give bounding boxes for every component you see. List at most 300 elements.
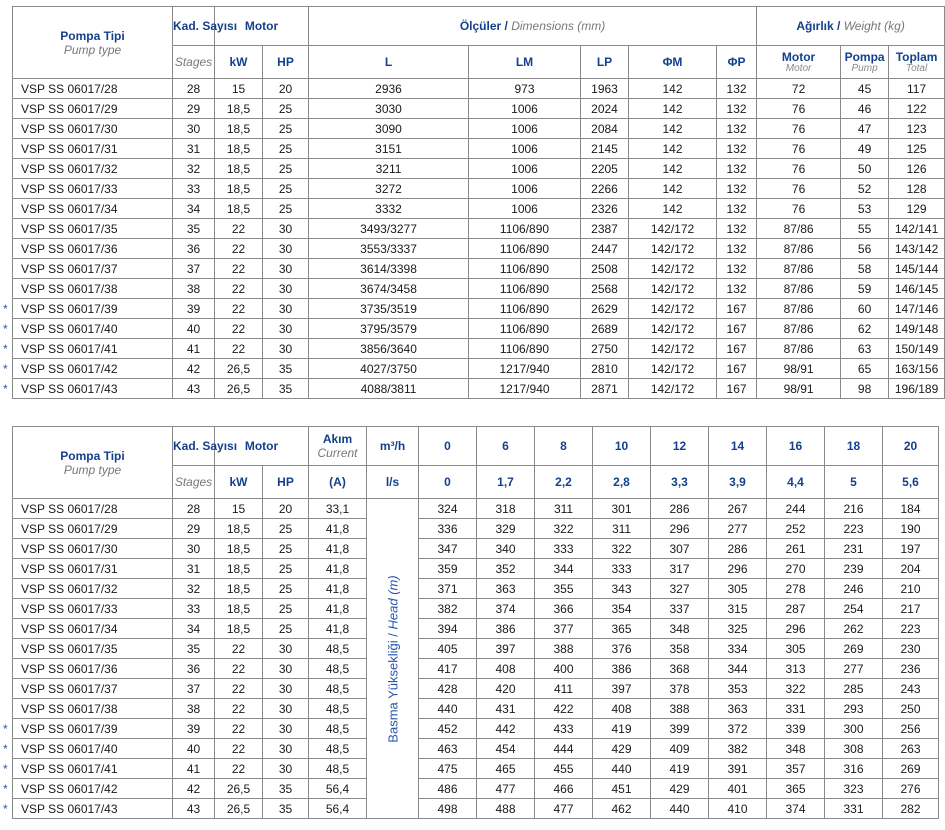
table-cell: 305 [709,579,767,599]
table-cell: 236 [883,659,939,679]
table-cell: 46 [841,99,889,119]
table-cell: 18,5 [215,139,263,159]
current-unit-header: (A) [309,466,367,499]
table-cell: 30 [263,719,309,739]
table-row [13,259,945,279]
table-cell: 366 [535,599,593,619]
table-cell: 420 [477,679,535,699]
table-row [13,579,939,599]
table-cell: 336 [419,519,477,539]
table-cell: 344 [709,659,767,679]
table-cell: 76 [757,179,841,199]
table-cell: 53 [841,199,889,219]
table-cell: 142 [629,179,717,199]
table-cell: 440 [593,759,651,779]
table-cell: 1006 [469,99,581,119]
table-cell: 22 [215,259,263,279]
table-cell: 276 [883,779,939,799]
table-cell: 142 [629,119,717,139]
table-cell: 2387 [581,219,629,239]
table-cell: 368 [651,659,709,679]
table-cell: 30 [263,239,309,259]
table-cell: 3211 [309,159,469,179]
table-cell: 15 [215,79,263,99]
model-cell: VSP SS 06017/28 [13,79,173,99]
table-cell: 454 [477,739,535,759]
table-cell: 18,5 [215,519,263,539]
table-cell: 340 [477,539,535,559]
table-cell: 442 [477,719,535,739]
table-cell: 32 [173,579,215,599]
table-cell: 20 [263,499,309,519]
table-cell: 41,8 [309,599,367,619]
table-cell: 31 [173,559,215,579]
model-cell: VSP SS 06017/35 [13,639,173,659]
table-cell: 411 [535,679,593,699]
table-cell: 1106/890 [469,239,581,259]
table-cell: 145/144 [889,259,945,279]
table-cell: 401 [709,779,767,799]
table-cell: 132 [717,179,757,199]
weight-motor-header: Motor Motor [757,46,841,79]
model-cell: VSP SS 06017/36 [13,659,173,679]
table-cell: 62 [841,319,889,339]
table-cell: 55 [841,219,889,239]
table-cell: 117 [889,79,945,99]
table-cell: 30 [263,259,309,279]
table-cell: 142/172 [629,319,717,339]
table-cell: 132 [717,159,757,179]
head-label-tr: Basma Yüksekliği / [385,632,401,743]
flow-ls-2: 2,2 [535,466,593,499]
table-cell: 41,8 [309,519,367,539]
model-cell: VSP SS 06017/37 [13,679,173,699]
table-cell: 3553/3337 [309,239,469,259]
table-cell: 1006 [469,119,581,139]
table-cell: 22 [215,339,263,359]
current-header: Akım Current [309,427,367,466]
table-cell: 98/91 [757,359,841,379]
ls-header: l/s [367,466,419,499]
table-cell: 142 [629,159,717,179]
table-cell: 308 [825,739,883,759]
l-header: L [309,46,469,79]
model-cell: VSP SS 06017/41 * [13,759,173,779]
table-cell: 37 [173,259,215,279]
table-cell: 25 [263,559,309,579]
table-cell: 2326 [581,199,629,219]
table-cell: 22 [215,299,263,319]
table-row [13,759,939,779]
table-cell: 18,5 [215,579,263,599]
table-cell: 18,5 [215,199,263,219]
table-cell: 1006 [469,159,581,179]
table-cell: 405 [419,639,477,659]
table-cell: 25 [263,99,309,119]
table-row [13,179,945,199]
table-cell: 296 [651,519,709,539]
table-cell: 142 [629,99,717,119]
table-row [13,99,945,119]
table-cell: 399 [651,719,709,739]
table-row [13,199,945,219]
table-cell: 359 [419,559,477,579]
flow-m3h-4: 12 [651,427,709,466]
table-cell: 465 [477,759,535,779]
table-cell: 477 [535,799,593,819]
stages-header: Kad. Sayısı [173,7,215,46]
table-cell: 270 [767,559,825,579]
table-cell: 197 [883,539,939,559]
table-cell: 4088/3811 [309,379,469,399]
stages-header-2: Kad. Sayısı [173,427,215,466]
table-cell: 125 [889,139,945,159]
table-cell: 30 [263,299,309,319]
table-cell: 254 [825,599,883,619]
table-cell: 72 [757,79,841,99]
table-cell: 3151 [309,139,469,159]
table-cell: 35 [263,379,309,399]
table-cell: 397 [477,639,535,659]
table-cell: 142/172 [629,339,717,359]
table-cell: 388 [651,699,709,719]
table-cell: 331 [767,699,825,719]
table-cell: 217 [883,599,939,619]
model-cell: VSP SS 06017/42 * [13,779,173,799]
table-cell: 38 [173,279,215,299]
table-cell: 41,8 [309,559,367,579]
table-cell: 36 [173,239,215,259]
table-cell: 30 [173,119,215,139]
table-cell: 353 [709,679,767,699]
table-cell: 26,5 [215,379,263,399]
model-cell: VSP SS 06017/33 [13,599,173,619]
model-cell: VSP SS 06017/33 [13,179,173,199]
table-cell: 63 [841,339,889,359]
model-cell: VSP SS 06017/30 [13,539,173,559]
model-cell: VSP SS 06017/31 [13,559,173,579]
table-cell: 142/172 [629,359,717,379]
table-cell: 30 [263,759,309,779]
model-cell: VSP SS 06017/36 [13,239,173,259]
table-row [13,159,945,179]
table-cell: 25 [263,599,309,619]
table-cell: 25 [263,179,309,199]
lm-header: LM [469,46,581,79]
table-cell: 132 [717,259,757,279]
table-cell: 231 [825,539,883,559]
model-cell: VSP SS 06017/30 [13,119,173,139]
table-cell: 35 [173,219,215,239]
table-cell: 31 [173,139,215,159]
table-cell: 440 [419,699,477,719]
m3h-header: m³/h [367,427,419,466]
table-cell: 142/172 [629,259,717,279]
table-cell: 3272 [309,179,469,199]
model-cell: VSP SS 06017/39 * [13,719,173,739]
table-cell: 76 [757,139,841,159]
model-cell: VSP SS 06017/40 * [13,319,173,339]
table-cell: 38 [173,699,215,719]
model-cell: VSP SS 06017/41 * [13,339,173,359]
table-cell: 142 [629,199,717,219]
table-cell: 301 [593,499,651,519]
table-cell: 87/86 [757,299,841,319]
table-cell: 261 [767,539,825,559]
table-cell: 204 [883,559,939,579]
table-cell: 25 [263,139,309,159]
table-cell: 167 [717,379,757,399]
table-cell: 167 [717,299,757,319]
star-marker: * [3,761,8,776]
head-axis-label [367,499,419,819]
phim-header: ΦM [629,46,717,79]
table-cell: 452 [419,719,477,739]
performance-table-body [3,499,939,819]
table-cell: 22 [215,719,263,739]
table-cell: 409 [651,739,709,759]
table-cell: 41 [173,759,215,779]
table-cell: 428 [419,679,477,699]
table-row [13,779,939,799]
table-cell: 15 [215,499,263,519]
table-cell: 358 [651,639,709,659]
table-cell: 35 [263,779,309,799]
star-marker: * [3,361,8,376]
table-cell: 3090 [309,119,469,139]
table-cell: 307 [651,539,709,559]
table-cell: 48,5 [309,739,367,759]
table-cell: 311 [535,499,593,519]
table-cell: 26,5 [215,359,263,379]
table-row [13,359,945,379]
table-cell: 322 [593,539,651,559]
table-cell: 76 [757,99,841,119]
table-cell: 2447 [581,239,629,259]
weight-pump-header: Pompa Pump [841,46,889,79]
table-cell: 315 [709,599,767,619]
table-cell: 296 [709,559,767,579]
table-cell: 1217/940 [469,379,581,399]
flow-ls-5: 3,9 [709,466,767,499]
table-cell: 1106/890 [469,319,581,339]
table-row [13,279,945,299]
table-cell: 30 [263,219,309,239]
table-cell: 377 [535,619,593,639]
table-cell: 2689 [581,319,629,339]
table-cell: 2084 [581,119,629,139]
table-cell: 371 [419,579,477,599]
table-cell: 87/86 [757,219,841,239]
table-cell: 244 [767,499,825,519]
table-cell: 18,5 [215,619,263,639]
table-cell: 30 [263,679,309,699]
table-cell: 30 [263,739,309,759]
table-cell: 263 [883,739,939,759]
table-cell: 391 [709,759,767,779]
table-row [13,559,939,579]
table-cell: 30 [263,279,309,299]
table-cell: 35 [173,639,215,659]
table-cell: 25 [263,619,309,639]
table-cell: 296 [767,619,825,639]
flow-ls-6: 4,4 [767,466,825,499]
model-cell: VSP SS 06017/38 [13,699,173,719]
table-cell: 18,5 [215,599,263,619]
table-cell: 132 [717,79,757,99]
head-label-en: Head (m) [385,574,401,629]
star-marker: * [3,721,8,736]
table-cell: 30 [263,639,309,659]
model-cell: VSP SS 06017/38 [13,279,173,299]
table-cell: 56 [841,239,889,259]
star-marker: * [3,741,8,756]
table-cell: 25 [263,199,309,219]
table-cell: 142 [629,79,717,99]
table-cell: 498 [419,799,477,819]
table-cell: 408 [593,699,651,719]
table-cell: 41,8 [309,539,367,559]
table-cell: 3614/3398 [309,259,469,279]
table-row [13,79,945,99]
table-cell: 382 [419,599,477,619]
table-cell: 3332 [309,199,469,219]
table-cell: 417 [419,659,477,679]
flow-m3h-0: 0 [419,427,477,466]
table-cell: 269 [825,639,883,659]
table-cell: 475 [419,759,477,779]
flow-ls-3: 2,8 [593,466,651,499]
table-cell: 394 [419,619,477,639]
table-cell: 2205 [581,159,629,179]
table-cell: 352 [477,559,535,579]
table-cell: 3856/3640 [309,339,469,359]
table-cell: 142/172 [629,299,717,319]
table-cell: 455 [535,759,593,779]
kw-header: kW [215,46,263,79]
table-cell: 286 [709,539,767,559]
table-cell: 40 [173,739,215,759]
star-marker: * [3,801,8,816]
table-cell: 30 [263,339,309,359]
table-cell: 142/172 [629,379,717,399]
table-cell: 250 [883,699,939,719]
table-cell: 29 [173,99,215,119]
table-cell: 59 [841,279,889,299]
table-row [13,679,939,699]
table-cell: 293 [825,699,883,719]
model-cell: VSP SS 06017/40 * [13,739,173,759]
flow-m3h-3: 10 [593,427,651,466]
table-cell: 269 [883,759,939,779]
table-cell: 22 [215,239,263,259]
table-cell: 48,5 [309,699,367,719]
star-marker: * [3,381,8,396]
table-cell: 334 [709,639,767,659]
table-cell: 374 [477,599,535,619]
table-cell: 142 [629,139,717,159]
table-cell: 33 [173,599,215,619]
table-row [13,319,945,339]
table-cell: 87/86 [757,319,841,339]
table-cell: 343 [593,579,651,599]
table-cell: 41,8 [309,579,367,599]
table-cell: 43 [173,799,215,819]
table-cell: 1106/890 [469,219,581,239]
table-cell: 76 [757,159,841,179]
table-cell: 466 [535,779,593,799]
table-cell: 87/86 [757,279,841,299]
table-cell: 132 [717,199,757,219]
table-cell: 400 [535,659,593,679]
table-cell: 167 [717,339,757,359]
flow-ls-1: 1,7 [477,466,535,499]
table-cell: 22 [215,639,263,659]
table-cell: 300 [825,719,883,739]
table-cell: 317 [651,559,709,579]
table-row [13,599,939,619]
table-row [13,659,939,679]
table-row [13,539,939,559]
weight-header: Ağırlık / Weight (kg) [757,7,945,46]
table-cell: 56,4 [309,779,367,799]
model-cell: VSP SS 06017/32 [13,159,173,179]
table-cell: 35 [263,359,309,379]
table-cell: 973 [469,79,581,99]
star-marker: * [3,321,8,336]
table-cell: 42 [173,779,215,799]
table-cell: 2871 [581,379,629,399]
table-cell: 410 [709,799,767,819]
table-cell: 35 [263,799,309,819]
table-cell: 129 [889,199,945,219]
table-cell: 286 [651,499,709,519]
table-cell: 386 [477,619,535,639]
table-cell: 132 [717,119,757,139]
table-cell: 142/172 [629,219,717,239]
table-cell: 167 [717,319,757,339]
star-marker: * [3,301,8,316]
table-cell: 22 [215,219,263,239]
table-cell: 3493/3277 [309,219,469,239]
table-cell: 2568 [581,279,629,299]
table-cell: 48,5 [309,639,367,659]
hp-header: HP [263,46,309,79]
table-cell: 1106/890 [469,299,581,319]
table-cell: 324 [419,499,477,519]
table-cell: 372 [709,719,767,739]
table-cell: 147/146 [889,299,945,319]
model-cell: VSP SS 06017/29 [13,99,173,119]
table-cell: 365 [767,779,825,799]
kw-header-2: kW [215,466,263,499]
table-cell: 39 [173,719,215,739]
table-cell: 463 [419,739,477,759]
table-cell: 87/86 [757,239,841,259]
table-cell: 363 [477,579,535,599]
table-cell: 39 [173,299,215,319]
table-row [13,619,939,639]
table-cell: 33 [173,179,215,199]
table-cell: 311 [593,519,651,539]
weight-total-header: Toplam Total [889,46,945,79]
table-cell: 433 [535,719,593,739]
dimensions-weight-table [3,6,945,399]
table-cell: 30 [263,319,309,339]
table-cell: 56,4 [309,799,367,819]
table-cell: 365 [593,619,651,639]
table-cell: 123 [889,119,945,139]
